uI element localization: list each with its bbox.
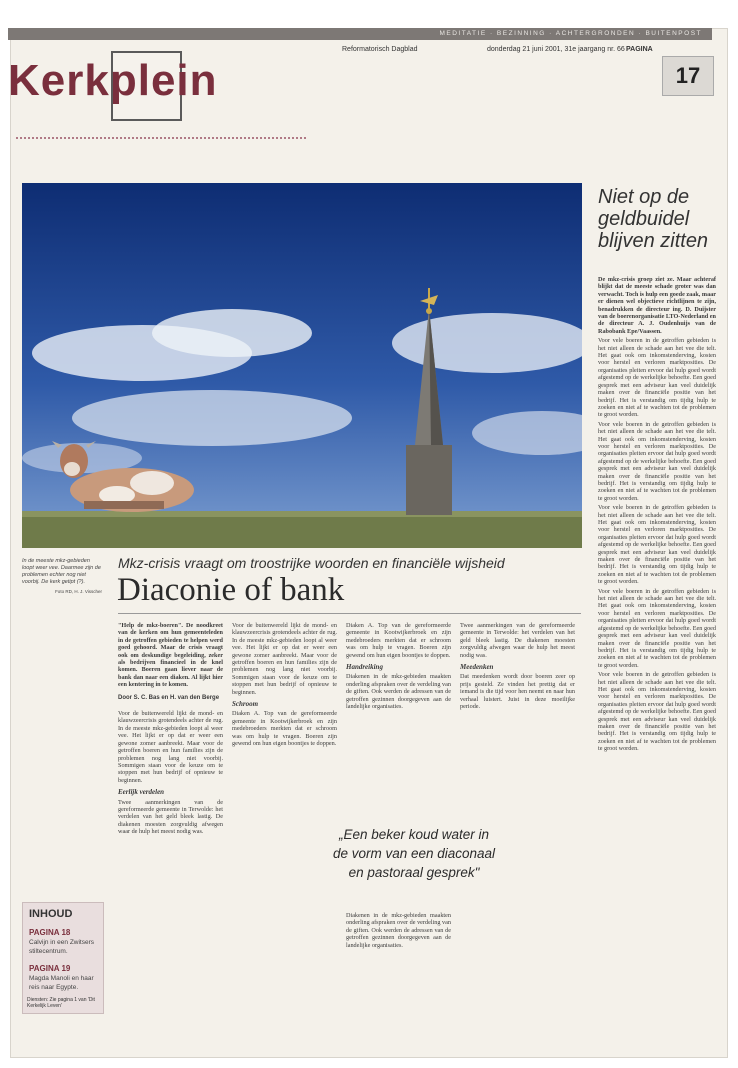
article-paragraph: Diakenen in de mkz-gebieden maakten onderling afspraken over de verdeling van de giften. Ook werden de adressen van de getroffen gezinnen doorgegeven aan de landelijke organisaties.: [346, 912, 451, 949]
section-title: Kerkplein: [8, 56, 218, 105]
contents-text: Magda Manoli en haar reis naar Egypte.: [29, 975, 94, 991]
page-number: 17: [662, 56, 714, 96]
byline: Door S. C. Bas en H. van den Berge: [118, 694, 220, 701]
section-band: MEDITATIE · BEZINNING · ACHTERGRONDEN · BUITENPOST: [8, 28, 712, 40]
subheading: Handreiking: [346, 663, 383, 672]
article-paragraph: Diaken A. Top van de gereformeerde gemeente in Kootwijkerbroek en zijn medebroeders merkten dat er schroom was om hulp te vragen. Boeren zijn gewend om hun eigen boontjes te doppen.: [346, 622, 451, 659]
headline-rule: [118, 613, 581, 614]
photo-credit: Foto RD, H. J. Visscher: [55, 589, 102, 594]
dateline: donderdag 21 juni 2001, 31e jaargang nr. 66: [487, 46, 625, 53]
caption-text: In de meeste mkz-gebieden loopt weer vee. Daarmee zijn de problemen echter nog niet voorbij. De kerk getipt (?).: [22, 558, 101, 585]
dotted-divider: [16, 137, 306, 139]
sidebar-headline: Niet op de geldbuidel blijven zitten: [598, 186, 709, 252]
sidebar-paragraph: Voor vele boeren in de getroffen gebieden is het niet alleen de schade aan het vee die telt. Het gaat ook om inkomstenderving, kosten voor herstel en verloren marktposities. De organisaties pleiten ervoor dat hulp goed wordt afgestemd op de werkelijke behoefte. Een goed gesprek met een adviseur kan veel duidelijk maken over de financiële positie van het bedrijf. Het is verstandig om tijdig hulp te zoeken en niet af te wachten tot de problemen te groot worden.: [598, 420, 716, 502]
photo-caption: [22, 558, 102, 595]
article-paragraph: Dat meedenken wordt door boeren zeer op prijs gesteld. Ze vinden het prettig dat er iemand is die tijd voor hen neemt en naar hun verhaal luistert. Juist in deze moeilijke periode.: [460, 673, 575, 711]
subheading: Eerlijk verdelen: [118, 788, 165, 797]
article-paragraph: Voor de buitenwereld lijkt de mond- en klauwzeercrisis grotendeels achter de rug. In de meeste mkz-gebieden loopt al weer vee. Het lijkt er op dat er weer een gewone zomer aanbreekt. Maar voor de getroffen boeren en hun families zijn de problemen nog lang niet voorbij. Sommigen staan voor de keuze om te stoppen met hun bedrijf of opnieuw te beginnen.: [118, 710, 223, 784]
pull-quote: „Een beker koud water in de vorm van een diaconaal en pastoraal gesprek": [332, 827, 496, 880]
sidebar-lead: De mkz-crisis groep ziet ze. Maar achteraf blijkt dat de meeste schade groter was dan verwacht. Toch is hulp een goede zaak, maar er dienen wel objectieve richtlijnen te zijn, benadrukken de directeur ing. D. Duijster van de boerenorganisatie LTO-Nederland en de directeur A. J. Oudenhuijs van de Rabobank Epe/Vaassen.: [598, 276, 716, 335]
page-label: PAGINA: [626, 46, 653, 53]
subheading: Meedenken: [460, 663, 494, 672]
article-paragraph: Twee aanmerkingen van de gereformeerde gemeente in Terwolde: het verdelen van het geld bleek lastig. De diakenen moesten zorgvuldig afwegen waar de hulp het meest nodig was.: [118, 798, 223, 836]
article-column-4: [460, 622, 575, 1042]
contents-title: INHOUD: [29, 908, 73, 920]
masthead: [8, 58, 528, 128]
article-column-1: [118, 622, 223, 1042]
article-lead: "Help de mkz-boeren". De noodkreet van de kerken om hun gemeenteleden in de getroffen gebieden te helpen werd goed gehoord. Maar de crisis vraagt ook om deskundige begeleiding, zeker als bedrijven financieel in de knel komen. Boeren gaan liever naar de bank dan naar een diaken. Al lijkt hier een kentering in te komen.: [118, 622, 223, 689]
article-paragraph: Voor de buitenwereld lijkt de mond- en klauwzeercrisis grotendeels achter de rug. In de meeste mkz-gebieden loopt al weer vee. Het lijkt er op dat er weer een gewone zomer aanbreekt. Maar voor de getroffen boeren en hun families zijn de problemen nog lang niet voorbij. Sommigen staan voor de keuze om te stoppen met hun bedrijf of opnieuw te beginnen.: [232, 622, 337, 696]
contents-page: PAGINA 18: [29, 928, 71, 937]
sidebar-paragraph: Voor vele boeren in de getroffen gebieden is het niet alleen de schade aan het vee die telt. Het gaat ook om inkomstenderving, kosten voor herstel en verloren marktposities. De organisaties pleiten ervoor dat hulp goed wordt afgestemd op de werkelijke behoefte. Een goed gesprek met een adviseur kan veel duidelijk maken over de financiële positie van het bedrijf. Het is verstandig om tijdig hulp te zoeken en niet af te wachten tot de problemen te groot worden.: [598, 504, 716, 586]
article-column-3: [346, 622, 451, 812]
sidebar-column: [598, 276, 716, 1041]
sidebar-paragraph: Voor vele boeren in de getroffen gebieden is het niet alleen de schade aan het vee die telt. Het gaat ook om inkomstenderving, kosten voor herstel en verloren marktposities. De organisaties pleiten ervoor dat hulp goed wordt afgestemd op de werkelijke behoefte. Een goed gesprek met een adviseur kan veel duidelijk maken over de financiële positie van het bedrijf. Het is verstandig om tijdig hulp te zoeken en niet af te wachten tot de problemen te groot worden.: [598, 587, 716, 669]
contents-text: Calvijn in een Zwitsers stiltecentrum.: [29, 939, 95, 955]
cow-and-tower-photo: [22, 183, 582, 548]
contents-footer: Diensten: Zie pagina 1 van 'Dit Kerkelijk Leven': [27, 997, 95, 1009]
article-paragraph: Diaken A. Top van de gereformeerde gemeente in Kootwijkerbroek en zijn medebroeders merkten dat er schroom was om hulp te vragen. Boeren zijn gewend om hun eigen boontjes te doppen.: [232, 710, 337, 748]
subheading: Schroom: [232, 700, 259, 709]
contents-item[interactable]: [29, 964, 103, 992]
contents-item[interactable]: [29, 928, 103, 956]
contents-box: [22, 902, 104, 1014]
article-photo: [22, 183, 582, 548]
article-kicker: Mkz-crisis vraagt om troostrijke woorden en financiële wijsheid: [118, 555, 505, 571]
article-column-3b: [346, 912, 451, 1042]
article-paragraph: Diakenen in de mkz-gebieden maakten onderling afspraken over de verdeling van de giften. Ook werden de adressen van de getroffen gezinnen doorgegeven aan de landelijke organisaties.: [346, 673, 451, 711]
article-column-2: [232, 622, 337, 1042]
article-headline: Diaconie of bank: [117, 572, 345, 608]
sidebar-paragraph: Voor vele boeren in de getroffen gebieden is het niet alleen de schade aan het vee die telt. Het gaat ook om inkomstenderving, kosten voor herstel en verloren marktposities. De organisaties pleiten ervoor dat hulp goed wordt afgestemd op de werkelijke behoefte. Een goed gesprek met een adviseur kan veel duidelijk maken over de financiële positie van het bedrijf. Het is verstandig om tijdig hulp te zoeken en niet af te wachten tot de problemen te groot worden.: [598, 671, 716, 753]
contents-page: PAGINA 19: [29, 964, 71, 973]
publication-name: Reformatorisch Dagblad: [342, 46, 418, 53]
article-paragraph: Twee aanmerkingen van de gereformeerde gemeente in Terwolde: het verdelen van het geld bleek lastig. De diakenen moesten zorgvuldig afwegen waar de hulp het meest nodig was.: [460, 622, 575, 659]
sidebar-paragraph: Voor vele boeren in de getroffen gebieden is het niet alleen de schade aan het vee die telt. Het gaat ook om inkomstenderving, kosten voor herstel en verloren marktposities. De organisaties pleiten ervoor dat hulp goed wordt afgestemd op de werkelijke behoefte. Een goed gesprek met een adviseur kan veel duidelijk maken over de financiële positie van het bedrijf. Het is verstandig om tijdig hulp te zoeken en niet af te wachten tot de problemen te groot worden.: [598, 337, 716, 419]
